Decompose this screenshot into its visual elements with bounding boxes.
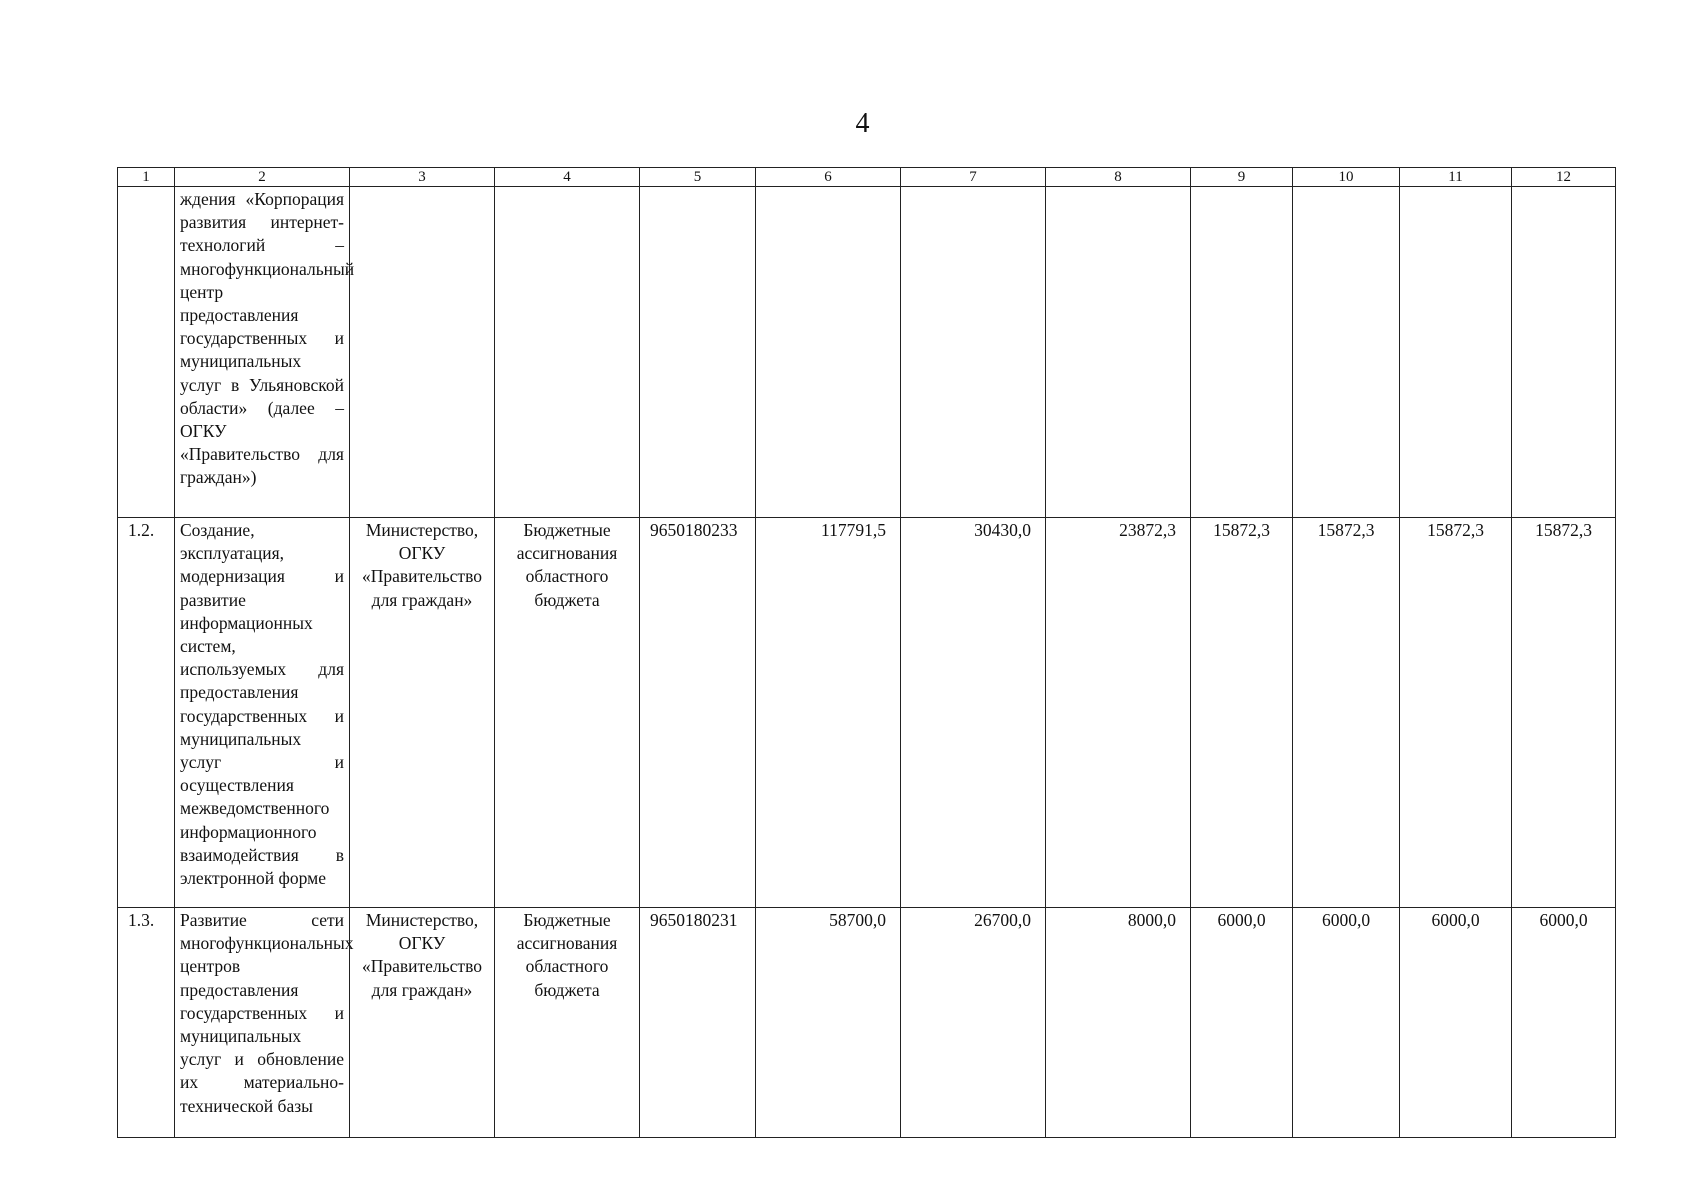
- column-header: 3: [350, 168, 495, 187]
- row-number: 1.2.: [118, 518, 175, 908]
- year-amount-cell: 6000,0: [1400, 908, 1512, 1138]
- measure-description: Развитие сети многофункциональных центров предоставления государственных и муниципальных услуг и обновление их материально-технической базы: [175, 908, 350, 1138]
- total-amount-cell: [756, 187, 901, 518]
- year-amount-cell: 15872,3: [1400, 518, 1512, 908]
- row-number: [118, 187, 175, 518]
- executor-cell: [350, 187, 495, 518]
- year-amount-cell: 26700,0: [901, 908, 1046, 1138]
- year-amount-cell: 15872,3: [1191, 518, 1293, 908]
- table-row: [118, 518, 1616, 908]
- table-row: [118, 908, 1616, 1138]
- year-amount-cell: 8000,0: [1046, 908, 1191, 1138]
- executor-cell: Министерство, ОГКУ «Правительство для граждан»: [350, 518, 495, 908]
- column-header: 2: [175, 168, 350, 187]
- executor-cell: Министерство, ОГКУ «Правительство для граждан»: [350, 908, 495, 1138]
- budget-code-cell: 9650180231: [640, 908, 756, 1138]
- page-number: 4: [855, 108, 870, 139]
- budget-code-cell: [640, 187, 756, 518]
- year-amount-cell: [901, 187, 1046, 518]
- column-header: 4: [495, 168, 640, 187]
- budget-code-cell: 9650180233: [640, 518, 756, 908]
- year-amount-cell: 6000,0: [1191, 908, 1293, 1138]
- year-amount-cell: 6000,0: [1512, 908, 1616, 1138]
- column-header: 11: [1400, 168, 1512, 187]
- column-header: 10: [1293, 168, 1400, 187]
- year-amount-cell: [1191, 187, 1293, 518]
- column-header: 12: [1512, 168, 1616, 187]
- column-header: 1: [118, 168, 175, 187]
- total-amount-cell: 117791,5: [756, 518, 901, 908]
- column-header: 5: [640, 168, 756, 187]
- table-row: [118, 187, 1616, 518]
- year-amount-cell: [1512, 187, 1616, 518]
- funding-source-cell: [495, 187, 640, 518]
- measure-description: Создание, эксплуатация, модернизация и развитие информационных систем, используемых для предоставления государственных и муниципальных услуг и осуществления межведомственного информационного взаимодействия в электронной форме: [175, 518, 350, 908]
- column-number-row: [118, 168, 1616, 187]
- program-table: [117, 167, 1616, 1138]
- year-amount-cell: [1293, 187, 1400, 518]
- year-amount-cell: 15872,3: [1512, 518, 1616, 908]
- year-amount-cell: 30430,0: [901, 518, 1046, 908]
- funding-source-cell: Бюджетные ассигнования областного бюджета: [495, 518, 640, 908]
- funding-source-cell: Бюджетные ассигнования областного бюджета: [495, 908, 640, 1138]
- column-header: 7: [901, 168, 1046, 187]
- column-header: 6: [756, 168, 901, 187]
- year-amount-cell: [1046, 187, 1191, 518]
- total-amount-cell: 58700,0: [756, 908, 901, 1138]
- measure-description: ждения «Корпорация развития интернет-технологий – многофункциональный центр предоставления государственных и муниципальных услуг в Ульяновской области» (далее – ОГКУ «Правительство для граждан»): [175, 187, 350, 518]
- year-amount-cell: 15872,3: [1293, 518, 1400, 908]
- year-amount-cell: 23872,3: [1046, 518, 1191, 908]
- column-header: 9: [1191, 168, 1293, 187]
- year-amount-cell: [1400, 187, 1512, 518]
- row-number: 1.3.: [118, 908, 175, 1138]
- year-amount-cell: 6000,0: [1293, 908, 1400, 1138]
- column-header: 8: [1046, 168, 1191, 187]
